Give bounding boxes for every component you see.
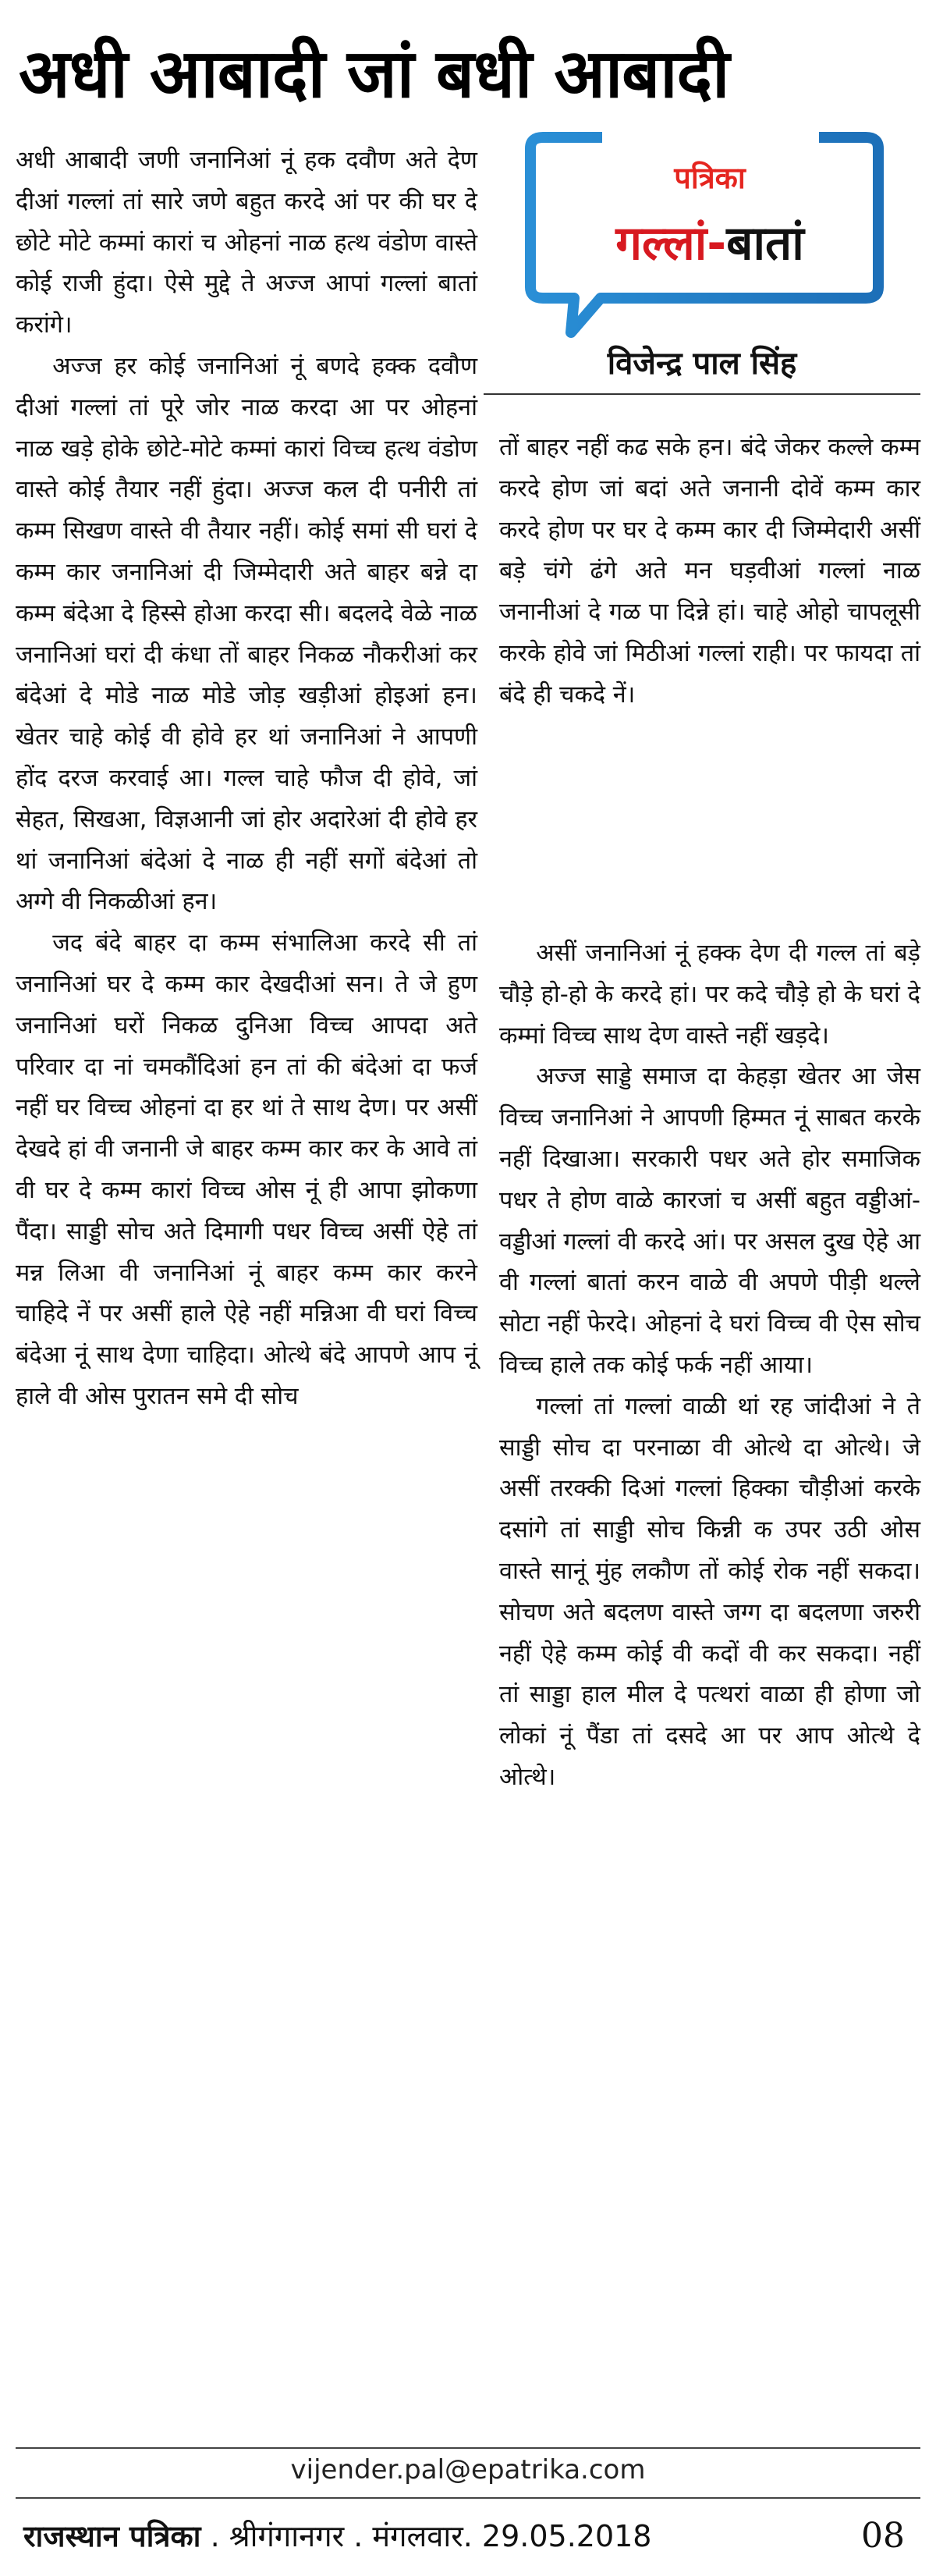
article-column-right-top xyxy=(499,428,920,716)
article-paragraph: अधी आबादी जणी जनानिआं नूं हक दवौण अते देण दीआं गल्लां तां सारे जणे बहुत करदे आं पर की घर दे छोटे मोटे कम्मां कारां च ओहनां नाळ हत्थ वंडोण वास्ते कोई राजी हुंदा। ऐसे मुद्दे ते अज्ज आपां गल्लां बातां करांगे। xyxy=(16,147,477,339)
footer-divider xyxy=(16,2497,920,2499)
page-number: 08 xyxy=(861,2516,905,2556)
logo-main-red: गल्लां xyxy=(615,216,707,271)
author-email: vijender.pal@epatrika.com xyxy=(290,2454,646,2485)
logo-main-sep: - xyxy=(707,216,727,271)
byline-divider xyxy=(484,393,920,395)
article-paragraph: तों बाहर नहीं कढ सके हन। बंदे जेकर कल्ले कम्म करदे होण जां बदां अते जनानी दोवें कम्म कार करदे होण पर घर दे कम्म कार दी जिम्मेदारी असीं बड़े चंगे ढंगे अते मन घड़वीआं गल्लां नाळ जनानीआं दे गळ पा दिन्ने हां। चाहे ओहो चापलूसी करके होवे जां मिठीआं गल्लां राही। पर फायदा तां बंदे ही चकदे नें। xyxy=(499,434,920,709)
column-logo xyxy=(499,131,905,350)
publication-name: राजस्थान पत्रिका xyxy=(23,2519,201,2553)
article-paragraph: अज्ज हर कोई जनानिआं नूं बणदे हक्क दवौण दीआं गल्लां तां पूरे जोर नाळ करदा आ पर ओहनां नाळ खड़े होके छोटे-मोटे कम्मां कारां विच्च हत्थ वंडोण वास्ते कोई तैयार नहीं हुंदा। अज्ज कल दी पनीरी तां कम्म सिखण वास्ते वी तैयार नहीं। कोई समां सी घरां दे कम्म कार जनानिआं दी जिम्मेदारी अते बाहर बन्ने दा कम्म बंदेआ दे हिस्से होआ करदा सी। बदलदे वेळे नाळ जनानिआं घरां दी कंधा तों बाहर निकळ नौकरीआं कर बंदेआं दे मोडे नाळ मोडे जोड़ खड़ीआं होइआं हन। खेतर चाहे कोई वी होवे हर थां जनानिआं ने आपणी होंद दरज करवाई आ। गल्ल चाहे फौज दी होवे, जां सेहत, सिखआ, विज्ञआनी जां होर अदारेआं दी होवे हर थां जनानिआं बंदेआं दे नाळ ही नहीं सगों बंदेआं तो अग्गे वी निकळीआं हन। xyxy=(16,352,477,916)
logo-main-dark: बातां xyxy=(726,216,804,271)
footer-divider-top xyxy=(16,2447,920,2449)
article-column-right-bottom xyxy=(499,933,920,1799)
edition-date: . श्रीगंगानगर . मंगलवार. 29.05.2018 xyxy=(200,2519,652,2553)
logo-main-text xyxy=(546,214,874,273)
article-paragraph: असीं जनानिआं नूं हक्क देण दी गल्ल तां बड़े चौड़े हो-हो के करदे हां। पर कदे चौड़े हो के घरां दे कम्मां विच्च साथ देण वास्ते नहीं खड़दे। xyxy=(499,940,920,1050)
article-paragraph: गल्लां तां गल्लां वाळी थां रह जांदीआं ने ते साड्डी सोच दा परनाळा वी ओत्थे दा ओत्थे। जे असीं तरक्की दिआं गल्लां हिक्का चौड़ीआं करके दसांगे तां साड्डी सोच किन्नी क उपर उठी ओस वास्ते सानूं मुंह लकौण तों कोई रोक नहीं सकदा। सोचण अते बदलण वास्ते जग्ग दा बदलणा जरुरी नहीं ऐहे कम्म कोई वी कदों वी कर सकदा। नहीं तां साड्डा हाल मील दे पत्थरां वाळा ही होणा जो लोकां नूं पैंडा तां दसदे आ पर आप ओत्थे दे ओत्थे। xyxy=(499,1392,920,1791)
article-column-left xyxy=(16,140,477,1418)
page-footer xyxy=(23,2513,913,2560)
logo-top-text: पत्रिका xyxy=(674,161,746,195)
article-paragraph: अज्ज साड्डे समाज दा केहड़ा खेतर आ जेस विच्च जनानिआं ने आपणी हिम्मत नूं साबत करके नहीं दिखाआ। सरकारी पधर अते होर समाजिक पधर ते होण वाळे कारजां च असीं बहुत वड्डीआं-वड्डीआं गल्लां वी करदे आं। पर असल दुख ऐहे आ वी गल्लां बातां करन वाळे वी अपणे पीड़ी थल्ले सोटा नहीं फेरदे। ओहनां दे घरां विच्च वी ऐस सोच विच्च हाले तक कोई फर्क नहीं आया। xyxy=(499,1063,920,1379)
byline: विजेन्द्र पाल सिंह xyxy=(607,346,797,382)
headline: अधी आबादी जां बधी आबादी xyxy=(19,35,729,113)
article-paragraph: जद बंदे बाहर दा कम्म संभालिआ करदे सी तां जनानिआं घर दे कम्म कार देखदीआं सन। ते जे हुण जनानिआं घरों निकळ दुनिआ विच्च आपदा अते परिवार दा नां चमकौंदिआं हन तां की बंदेआं दा फर्ज नहीं घर विच्च ओहनां दा हर थां ते साथ देण। पर असीं देखदे हां वी जनानी जे बाहर कम्म कार कर के आवे तां वी घर दे कम्म कारां विच्च ओस नूं ही आपा झोकणा पैंदा। साड्डी सोच अते दिमागी पधर विच्च असीं ऐहे तां मन्न लिआ वी जनानिआं नूं बाहर कम्म कार करने चाहिदे नें पर असीं हाले ऐहे नहीं मन्निआ वी घरां विच्च बंदेआ नूं साथ देणा चाहिदा। ओत्थे बंदे आपणे आप नूं हाले वी ओस पुरातन समे दी सोच xyxy=(16,929,477,1410)
